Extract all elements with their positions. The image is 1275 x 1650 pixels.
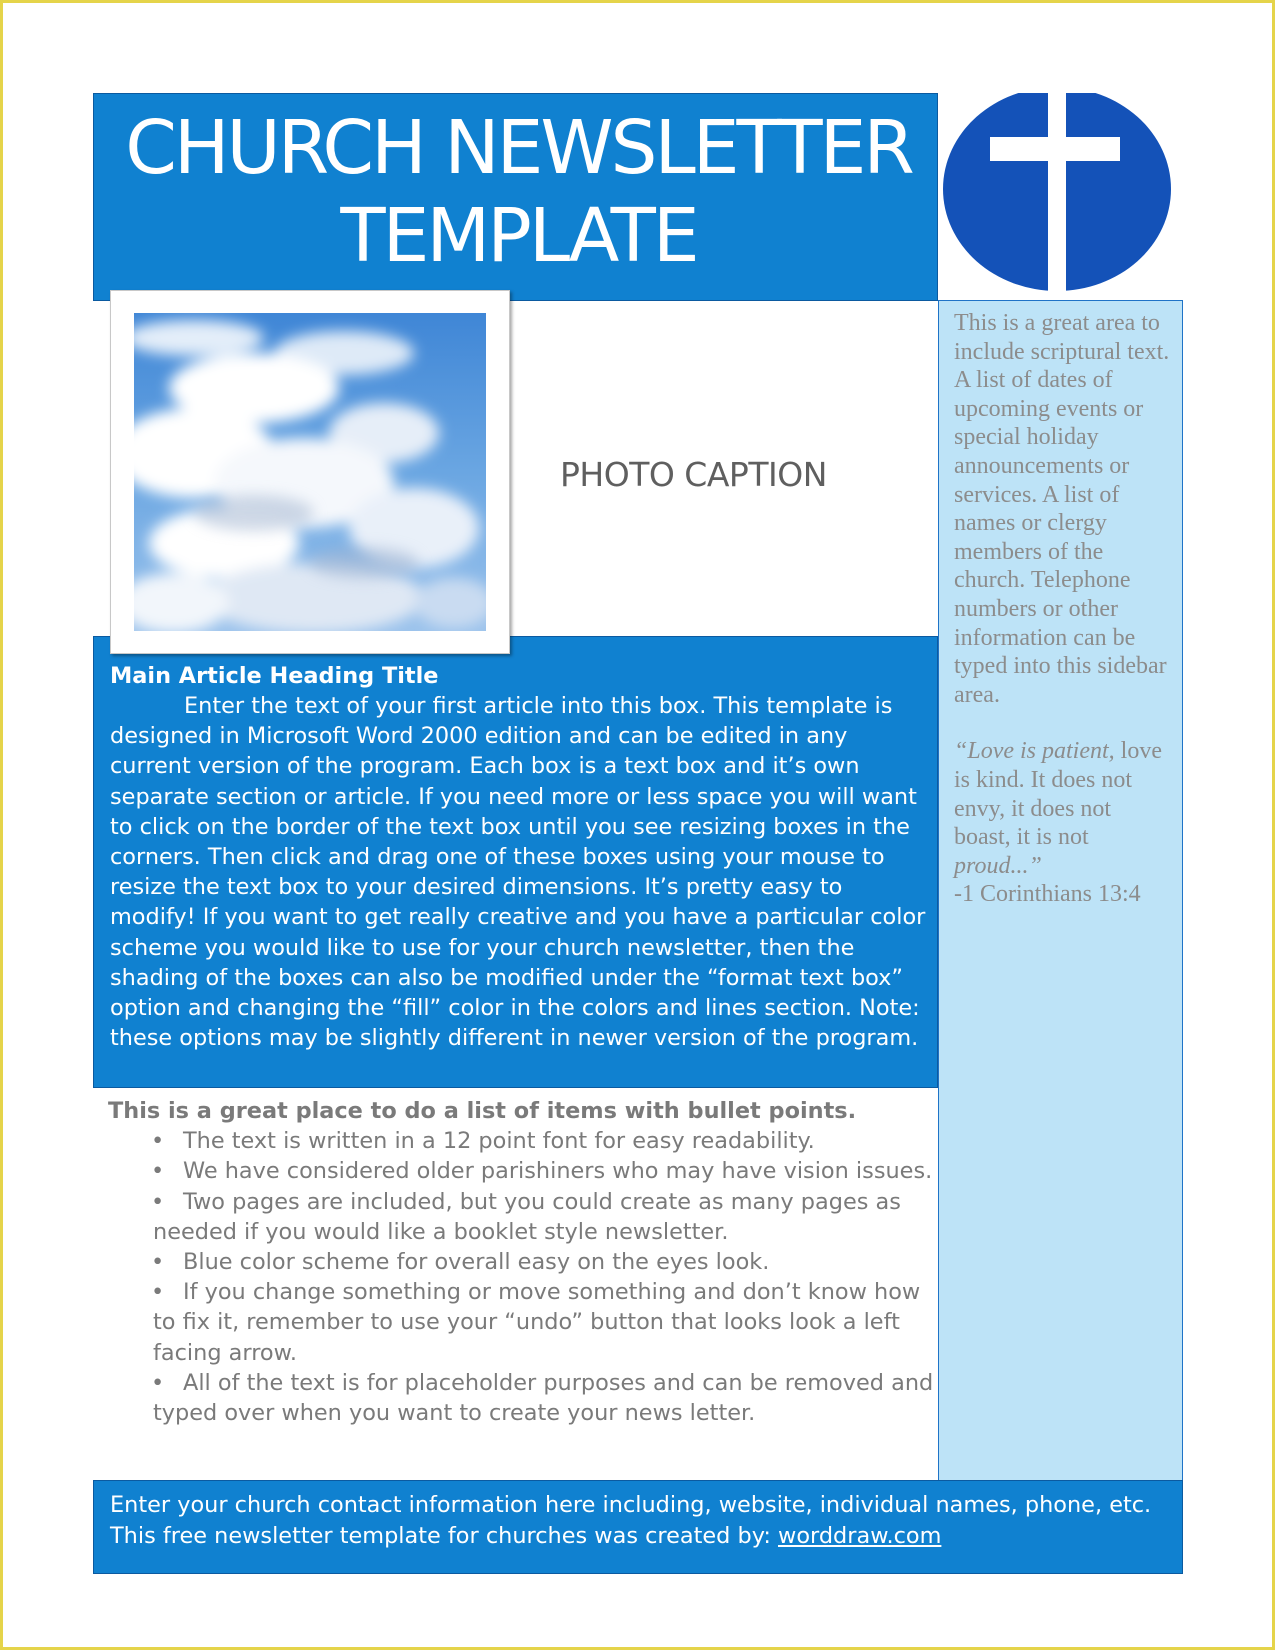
sky-clouds-photo bbox=[134, 313, 486, 631]
quote-start: “Love is patient, bbox=[954, 738, 1115, 765]
list-item-text: All of the text is for placeholder purposes and can be removed and typed over when you want to create your news letter. bbox=[153, 1369, 934, 1427]
list-item bbox=[153, 1247, 938, 1277]
cross-logo bbox=[938, 93, 1183, 301]
list-item-text: Two pages are included, but you could create as many pages as needed if you would like a booklet style newsletter. bbox=[153, 1188, 901, 1245]
photo-frame bbox=[110, 290, 510, 654]
contact-footer bbox=[93, 1480, 1183, 1574]
bullet-dot-icon: • bbox=[151, 1369, 165, 1396]
article-heading: Main Article Heading Title bbox=[110, 663, 439, 689]
quote-body: love is kind. It does not envy, it does not boast, it is not bbox=[954, 738, 1162, 851]
bullet-dot-icon: • bbox=[151, 1158, 165, 1185]
footer-credit-line bbox=[110, 1521, 1182, 1552]
footer-contact-line: Enter your church contact information here including, website, individual names, phone, etc. bbox=[110, 1492, 1152, 1518]
quote-end: proud...” bbox=[954, 852, 1042, 879]
list-item-text: We have considered older parishiners who may have vision issues. bbox=[183, 1158, 933, 1185]
list-item bbox=[153, 1277, 938, 1368]
list-item bbox=[153, 1126, 938, 1156]
scripture-citation: -1 Corinthians 13:4 bbox=[954, 881, 1141, 908]
sidebar-text: This is a great area to include scriptural text. A list of dates of upcoming events or special holiday announcements or services. A list of names or clergy members of the church. Telephone numbers or other information can be typed into this sidebar area. bbox=[954, 310, 1170, 708]
newsletter-header bbox=[93, 93, 938, 301]
article-body: Enter the text of your first article into this box. This template is designed in Microsoft Word 2000 edition and can be edited in any current version of the program. Each box is a text box and it’s own separate section or article. If you need more or less space you will want to click on the border of the text box until you see resizing boxes in the corners. Then click and drag one of these boxes using your mouse to resize the text box to your desired dimensions. It’s pretty easy to modify! If you want to get really creative and you have a particular color scheme you would like to use for your church newsletter, then the shading of the boxes can also be modified under the “format text box” option and changing the “fill” color in the colors and lines section. Note: these options may be slightly different in newer version of the program. bbox=[110, 693, 926, 1052]
list-item-text: The text is written in a 12 point font for easy readability. bbox=[183, 1128, 815, 1155]
page-title bbox=[125, 104, 912, 280]
title-line-1: CHURCH NEWSLETTER bbox=[125, 105, 912, 191]
list-item-text: Blue color scheme for overall easy on the eyes look. bbox=[183, 1249, 770, 1276]
list-item-text: If you change something or move something and don’t know how to fix it, remember to use your “undo” button that looks look a left facing arrow. bbox=[153, 1279, 921, 1366]
bullet-section bbox=[108, 1096, 938, 1428]
bullet-dot-icon: • bbox=[151, 1249, 165, 1276]
bullet-dot-icon: • bbox=[151, 1128, 165, 1155]
bullet-heading: This is a great place to do a list of items with bullet points. bbox=[108, 1098, 857, 1124]
scripture-quote bbox=[954, 737, 1170, 880]
photo-caption: PHOTO CAPTION bbox=[560, 455, 827, 494]
list-item bbox=[153, 1187, 938, 1247]
sidebar bbox=[938, 300, 1183, 1481]
list-item bbox=[153, 1156, 938, 1186]
list-item bbox=[153, 1368, 938, 1428]
bullet-dot-icon: • bbox=[151, 1188, 165, 1215]
bullet-dot-icon: • bbox=[151, 1279, 165, 1306]
worddraw-link[interactable]: worddraw.com bbox=[778, 1522, 942, 1549]
title-line-2: TEMPLATE bbox=[340, 193, 697, 279]
footer-credit-text: This free newsletter template for churches was created by: bbox=[110, 1522, 779, 1549]
cross-icon bbox=[938, 93, 1183, 301]
main-article bbox=[93, 636, 938, 1088]
bullet-list bbox=[108, 1126, 938, 1428]
